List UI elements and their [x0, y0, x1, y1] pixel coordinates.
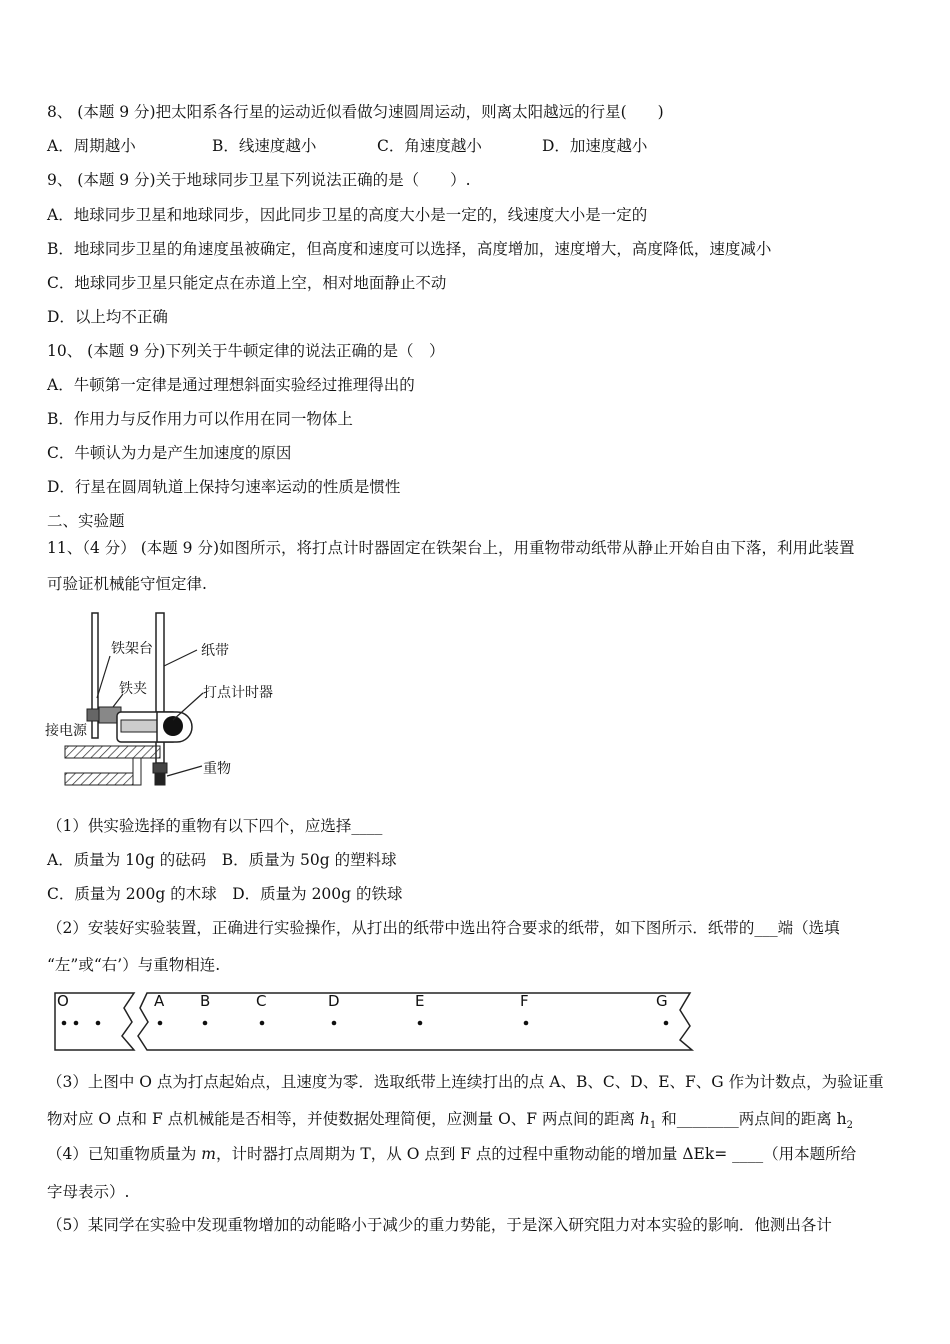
- label-stand: 铁架台: [111, 641, 153, 657]
- q8-option-a: A．周期越小: [47, 137, 136, 155]
- q11-part3-line2: [47, 1109, 853, 1136]
- tape-label-d: D: [328, 992, 340, 1010]
- h1-symbol: h: [639, 1110, 650, 1128]
- q11-part4-line1: [47, 1144, 856, 1164]
- q10-stem: 10、 (本题 9 分)下列关于牛顿定律的说法正确的是（ ）: [47, 342, 445, 360]
- label-weight: 重物: [203, 761, 231, 777]
- tape-label-f: F: [520, 992, 529, 1010]
- q9-option-b: B．地球同步卫星的角速度虽被确定，但高度和速度可以选择，高度增加，速度增大，高度降低，速度减小: [47, 240, 772, 258]
- q9-option-a: A．地球同步卫星和地球同步，因此同步卫星的高度大小是一定的，线速度大小是一定的: [47, 206, 648, 224]
- q8-options: [47, 136, 647, 156]
- q11-stem-line1: 11、（4 分） (本题 9 分)如图所示，将打点计时器固定在铁架台上，用重物带动纸带从静止开始自由下落，利用此装置: [47, 539, 855, 557]
- q9-option-c: C．地球同步卫星只能定点在赤道上空，相对地面静止不动: [47, 274, 447, 292]
- tape-label-e: E: [415, 992, 425, 1010]
- q10-option-b: B．作用力与反作用力可以作用在同一物体上: [47, 410, 353, 428]
- q11-part1-options-1: A．质量为 10g 的砝码 B．质量为 50g 的塑料球: [47, 851, 397, 869]
- q11-part3-text-a: 物对应 O 点和 F 点机械能是否相等，并使数据处理简便，应测量 O、F 两点间的距离: [47, 1110, 640, 1128]
- apparatus-figure: [45, 608, 285, 788]
- q8-option-b: B．线速度越小: [212, 137, 317, 155]
- tape-label-a: A: [154, 992, 165, 1010]
- q11-part2-line2: “左”或“右’）与重物相连.: [47, 956, 221, 974]
- tape-label-c: C: [256, 992, 267, 1010]
- q10-option-a: A．牛顿第一定律是通过理想斜面实验经过推理得出的: [47, 376, 415, 394]
- dot-d: [332, 1021, 337, 1026]
- dot-o-1: [62, 1021, 67, 1026]
- m-symbol: m: [201, 1145, 216, 1163]
- q11-part4-line2: 字母表示）.: [47, 1183, 130, 1201]
- label-power: 接电源: [45, 723, 87, 739]
- clamp-knob: [87, 709, 99, 721]
- dot-o-2: [74, 1021, 79, 1026]
- q8-stem: 8、 (本题 9 分)把太阳系各行星的运动近似看做匀速圆周运动，则离太阳越远的行星( ): [47, 103, 664, 121]
- section-title: 二、实验题: [47, 512, 125, 530]
- dot-g: [664, 1021, 669, 1026]
- tape-label-g: G: [656, 992, 668, 1010]
- q11-part5-line1: （5）某同学在实验中发现重物增加的动能略小于减少的重力势能，于是深入研究阻力对本实验的影响．他测出各计: [47, 1216, 832, 1234]
- q11-part3-line1: （3）上图中 O 点为打点起始点，且速度为零．选取纸带上连续打出的点 A、B、C、D、E、F、G 作为计数点，为验证重: [47, 1073, 884, 1091]
- weight-top: [153, 763, 167, 773]
- label-clamp: 铁夹: [119, 681, 147, 697]
- label-tape: 纸带: [201, 643, 229, 659]
- tape-diagram: [52, 988, 697, 1054]
- q8-option-c: C．角速度越小: [377, 137, 482, 155]
- timer-coil: [121, 720, 157, 732]
- q9-stem: 9、 (本题 9 分)关于地球同步卫星下列说法正确的是（ ）.: [47, 171, 471, 189]
- q10-option-c: C．牛顿认为力是产生加速度的原因: [47, 444, 292, 462]
- h2-subscript: 2: [846, 1120, 853, 1132]
- q11-stem-line2: 可验证机械能守恒定律.: [47, 575, 207, 593]
- q11-part2-line1: （2）安装好实验装置，正确进行实验操作，从打出的纸带中选出符合要求的纸带，如下图所示．纸带的___端（选填: [47, 919, 840, 937]
- dot-a: [158, 1021, 163, 1026]
- dot-e: [418, 1021, 423, 1026]
- q10-option-d: D．行星在圆周轨道上保持匀速率运动的性质是惯性: [47, 478, 401, 496]
- dot-c: [260, 1021, 265, 1026]
- dot-o-3: [96, 1021, 101, 1026]
- timer-disk: [163, 716, 183, 736]
- q9-option-d: D．以上均不正确: [47, 308, 168, 326]
- base-upper: [65, 746, 160, 758]
- tape-figure: [52, 988, 697, 1054]
- dot-b: [203, 1021, 208, 1026]
- q11-part1-options-2: C．质量为 200g 的木球 D．质量为 200g 的铁球: [47, 885, 403, 903]
- q11-part3-text-b: 和________两点间的距离 h: [656, 1110, 847, 1128]
- h1-subscript: 1: [649, 1120, 657, 1132]
- tape-label-o: O: [57, 992, 69, 1010]
- weight-body: [155, 773, 165, 785]
- q8-option-d: D．加速度越小: [542, 137, 648, 155]
- tape-label-b: B: [200, 992, 211, 1010]
- q11-part4-text-a: （4）已知重物质量为: [47, 1145, 202, 1163]
- label-timer: 打点计时器: [203, 685, 273, 701]
- q11-part4-text-b: ，计时器打点周期为 T，从 O 点到 F 点的过程中重物动能的增加量 ΔEk= ____（用本题所给: [216, 1145, 857, 1163]
- base-lower: [65, 773, 135, 785]
- dot-f: [524, 1021, 529, 1026]
- q11-part1: （1）供实验选择的重物有以下四个，应选择____: [47, 817, 383, 835]
